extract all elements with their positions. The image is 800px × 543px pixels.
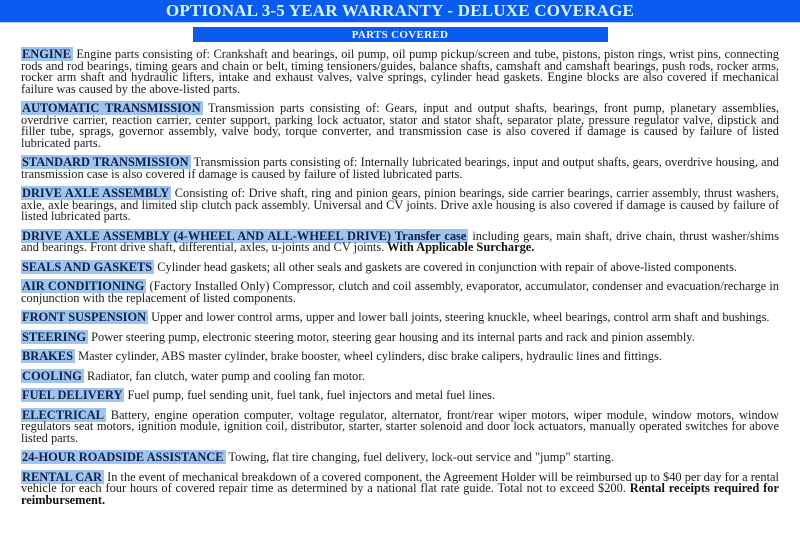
sections-list <box>0 49 800 506</box>
section <box>21 312 779 324</box>
parts-covered-banner <box>193 27 608 42</box>
section-bold-note: With Applicable Surcharge. <box>384 240 535 254</box>
section <box>21 259 779 274</box>
section-body: Radiator, fan clutch, water pump and cooling fan motor. <box>83 368 365 383</box>
section-heading: AIR CONDITIONING <box>22 279 145 293</box>
section-heading: RENTAL CAR <box>22 469 102 484</box>
section <box>21 368 779 383</box>
section <box>21 469 779 507</box>
section <box>21 452 779 464</box>
section <box>21 281 779 304</box>
section-body: In the event of mechanical breakdown of a covered component, the Agreement Holder will be reimbursed up to $40 per day for a rental vehicle for each four hours of covered repair time as determined by a national flat rate guide. Total not to exceed $200. <box>21 469 779 495</box>
section <box>21 49 779 95</box>
section-heading: DRIVE AXLE ASSEMBLY <box>22 186 170 200</box>
section-heading: 24-HOUR ROADSIDE ASSISTANCE <box>22 450 224 464</box>
section-heading: DRIVE AXLE ASSEMBLY (4-WHEEL AND ALL-WHEEL DRIVE) Transfer case <box>22 228 467 243</box>
banner-row <box>0 27 800 42</box>
section-body: Transmission parts consisting of: Internally lubricated bearings, input and output shafts, gears, overdrive housing, and transmission case is also covered if damage is caused by failure of listed lubricated parts. <box>21 155 779 181</box>
section-body: Consisting of: Drive shaft, ring and pinion gears, pinion bearings, side carrier bearings, carrier assembly, thrust washers, axle, axle bearings, and limited slip clutch pack assembly. Universal and CV joints. Drive axle housing is also covered if damage is caused by failure of listed lubricated parts. <box>21 186 779 223</box>
section <box>21 407 779 445</box>
section-heading: BRAKES <box>22 349 73 363</box>
section-heading: AUTOMATIC TRANSMISSION <box>22 101 201 115</box>
section-bold-note: Rental receipts required for reimbursement. <box>21 481 779 507</box>
section-body: Engine parts consisting of: Crankshaft and bearings, oil pump, oil pump pickup/screen and tube, pistons, piston rings, wrist pins, connecting rods and rod bearings, timing gears and chain or belt, timing tensioners/guides, balance shafts, camshaft and camshaft bearings, push rods, rocker arms, rocker arm shaft and hydraulic lifters, intake and exhaust valves, valve springs, cylinder head gaskets. Engine blocks are also covered if mechanical failure was caused by the above-listed parts. <box>21 47 779 96</box>
section-body: Battery, engine operation computer, voltage regulator, alternator, front/rear wiper motors, wiper module, window motors, window regulators seat motors, ignition module, ignition coil, distributor, starter, starter solenoid and door lock actuators, manually operated switches for above listed parts. <box>21 407 779 445</box>
section <box>21 390 779 402</box>
section-body: Towing, flat tire changing, fuel delivery, lock-out service and "jump" starting. <box>225 450 614 464</box>
section <box>21 157 779 180</box>
section <box>21 188 779 223</box>
section-heading: STANDARD TRANSMISSION <box>22 155 189 169</box>
section-heading: FRONT SUSPENSION <box>22 310 147 324</box>
section-body: Power steering pump, electronic steering motor, steering gear housing and its internal parts and rack and pinion assembly. <box>88 329 695 344</box>
section-heading: FUEL DELIVERY <box>22 388 123 402</box>
section-heading: ENGINE <box>22 47 71 61</box>
section-body: including gears, main shaft, drive chain, thrust washer/shims and bearings. Front drive shaft, differential, axles, u-joints and CV joints. <box>21 228 779 254</box>
section-heading: COOLING <box>22 368 82 383</box>
section-body: Cylinder head gaskets; all other seals and gaskets are covered in conjunction with repair of above-listed components. <box>154 259 738 274</box>
section-body: Master cylinder, ABS master cylinder, brake booster, wheel cylinders, disc brake calipers, hydraulic lines and fittings. <box>74 349 662 363</box>
page-title: OPTIONAL 3-5 YEAR WARRANTY - DELUXE COVERAGE <box>165 1 635 20</box>
section <box>21 351 779 363</box>
section <box>21 103 779 149</box>
section-body: Fuel pump, fuel sending unit, fuel tank, fuel injectors and metal fuel lines. <box>124 388 496 402</box>
section-heading: ELECTRICAL <box>22 407 104 422</box>
section-heading: STEERING <box>22 329 87 344</box>
section <box>21 329 779 344</box>
section-heading: SEALS AND GASKETS <box>22 259 153 274</box>
section <box>21 228 779 254</box>
section-body: Transmission parts consisting of: Gears, input and output shafts, bearings, front pump, planetary assemblies, overdrive carrier, reaction carrier, center support, parking lock actuator, stator and stator shaft, separator plate, pressure regulator valve, dipstick and filler tube, sprags, governor assembly, valve body, torque converter, and transmission case is also covered if damage is caused by failure of listed lubricated parts. <box>21 101 779 150</box>
banner-label: PARTS COVERED <box>351 28 449 41</box>
section-body: (Factory Installed Only) Compressor, clutch and coil assembly, evaporator, accumulator, condenser and evacuation/recharge in conjunction with the replacement of listed components. <box>21 279 779 305</box>
title-bar <box>0 0 800 23</box>
section-body: Upper and lower control arms, upper and lower ball joints, steering knuckle, wheel bearings, control arm shaft and bushings. <box>148 310 770 324</box>
